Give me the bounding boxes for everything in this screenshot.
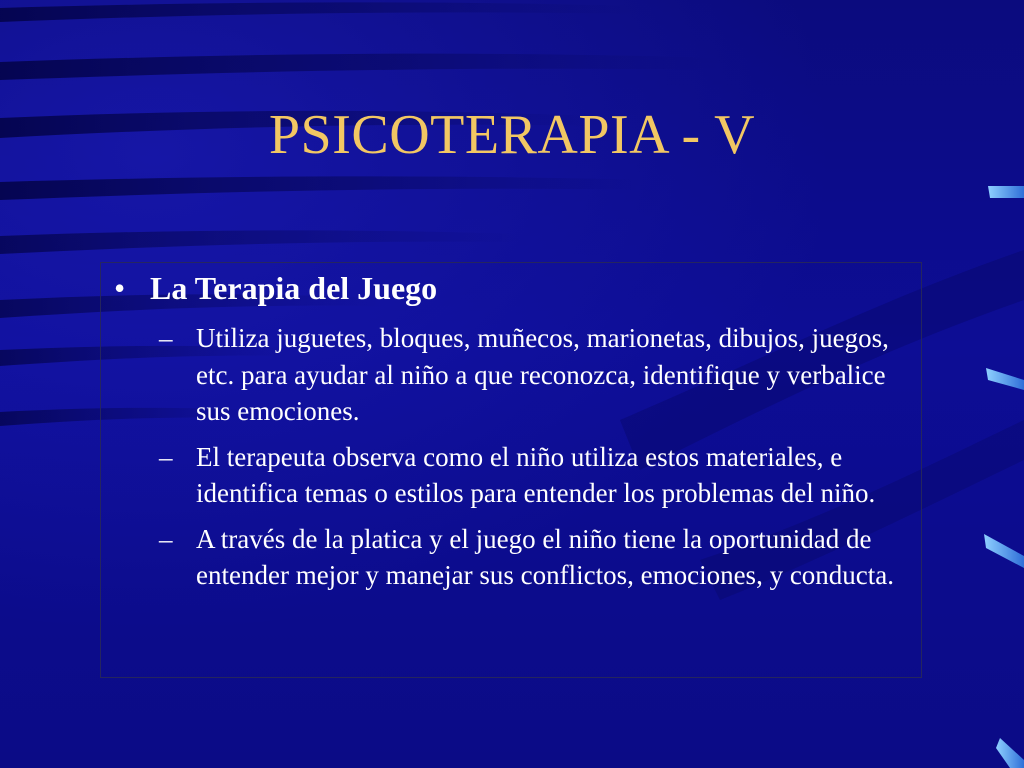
sub-bullet-list	[157, 320, 917, 603]
sub-bullet-item	[157, 439, 917, 512]
main-bullet-text: La Terapia del Juego	[150, 270, 438, 306]
main-bullet	[114, 269, 437, 307]
dash-marker: –	[159, 323, 173, 353]
dash-marker: –	[159, 441, 173, 472]
sub-bullet-text: El terapeuta observa como el niño utiliza estos materiales, e identifica temas o estilos para entender los problemas del niño.	[196, 441, 876, 508]
bullet-marker: •	[114, 270, 126, 306]
sub-bullet-text: Utiliza juguetes, bloques, muñecos, marionetas, dibujos, juegos, etc. para ayudar al niño a que reconozca, identifique y verbalice sus emociones.	[196, 323, 889, 426]
slide-title: PSICOTERAPIA - V	[268, 104, 756, 166]
sub-bullet-item	[157, 521, 917, 594]
dash-marker: –	[159, 523, 173, 554]
sub-bullet-text: A través de la platica y el juego el niño tiene la oportunidad de entender mejor y manejar sus conflictos, emociones, y conducta.	[196, 523, 895, 590]
content-box	[100, 262, 922, 678]
sub-bullet-item	[157, 320, 917, 430]
